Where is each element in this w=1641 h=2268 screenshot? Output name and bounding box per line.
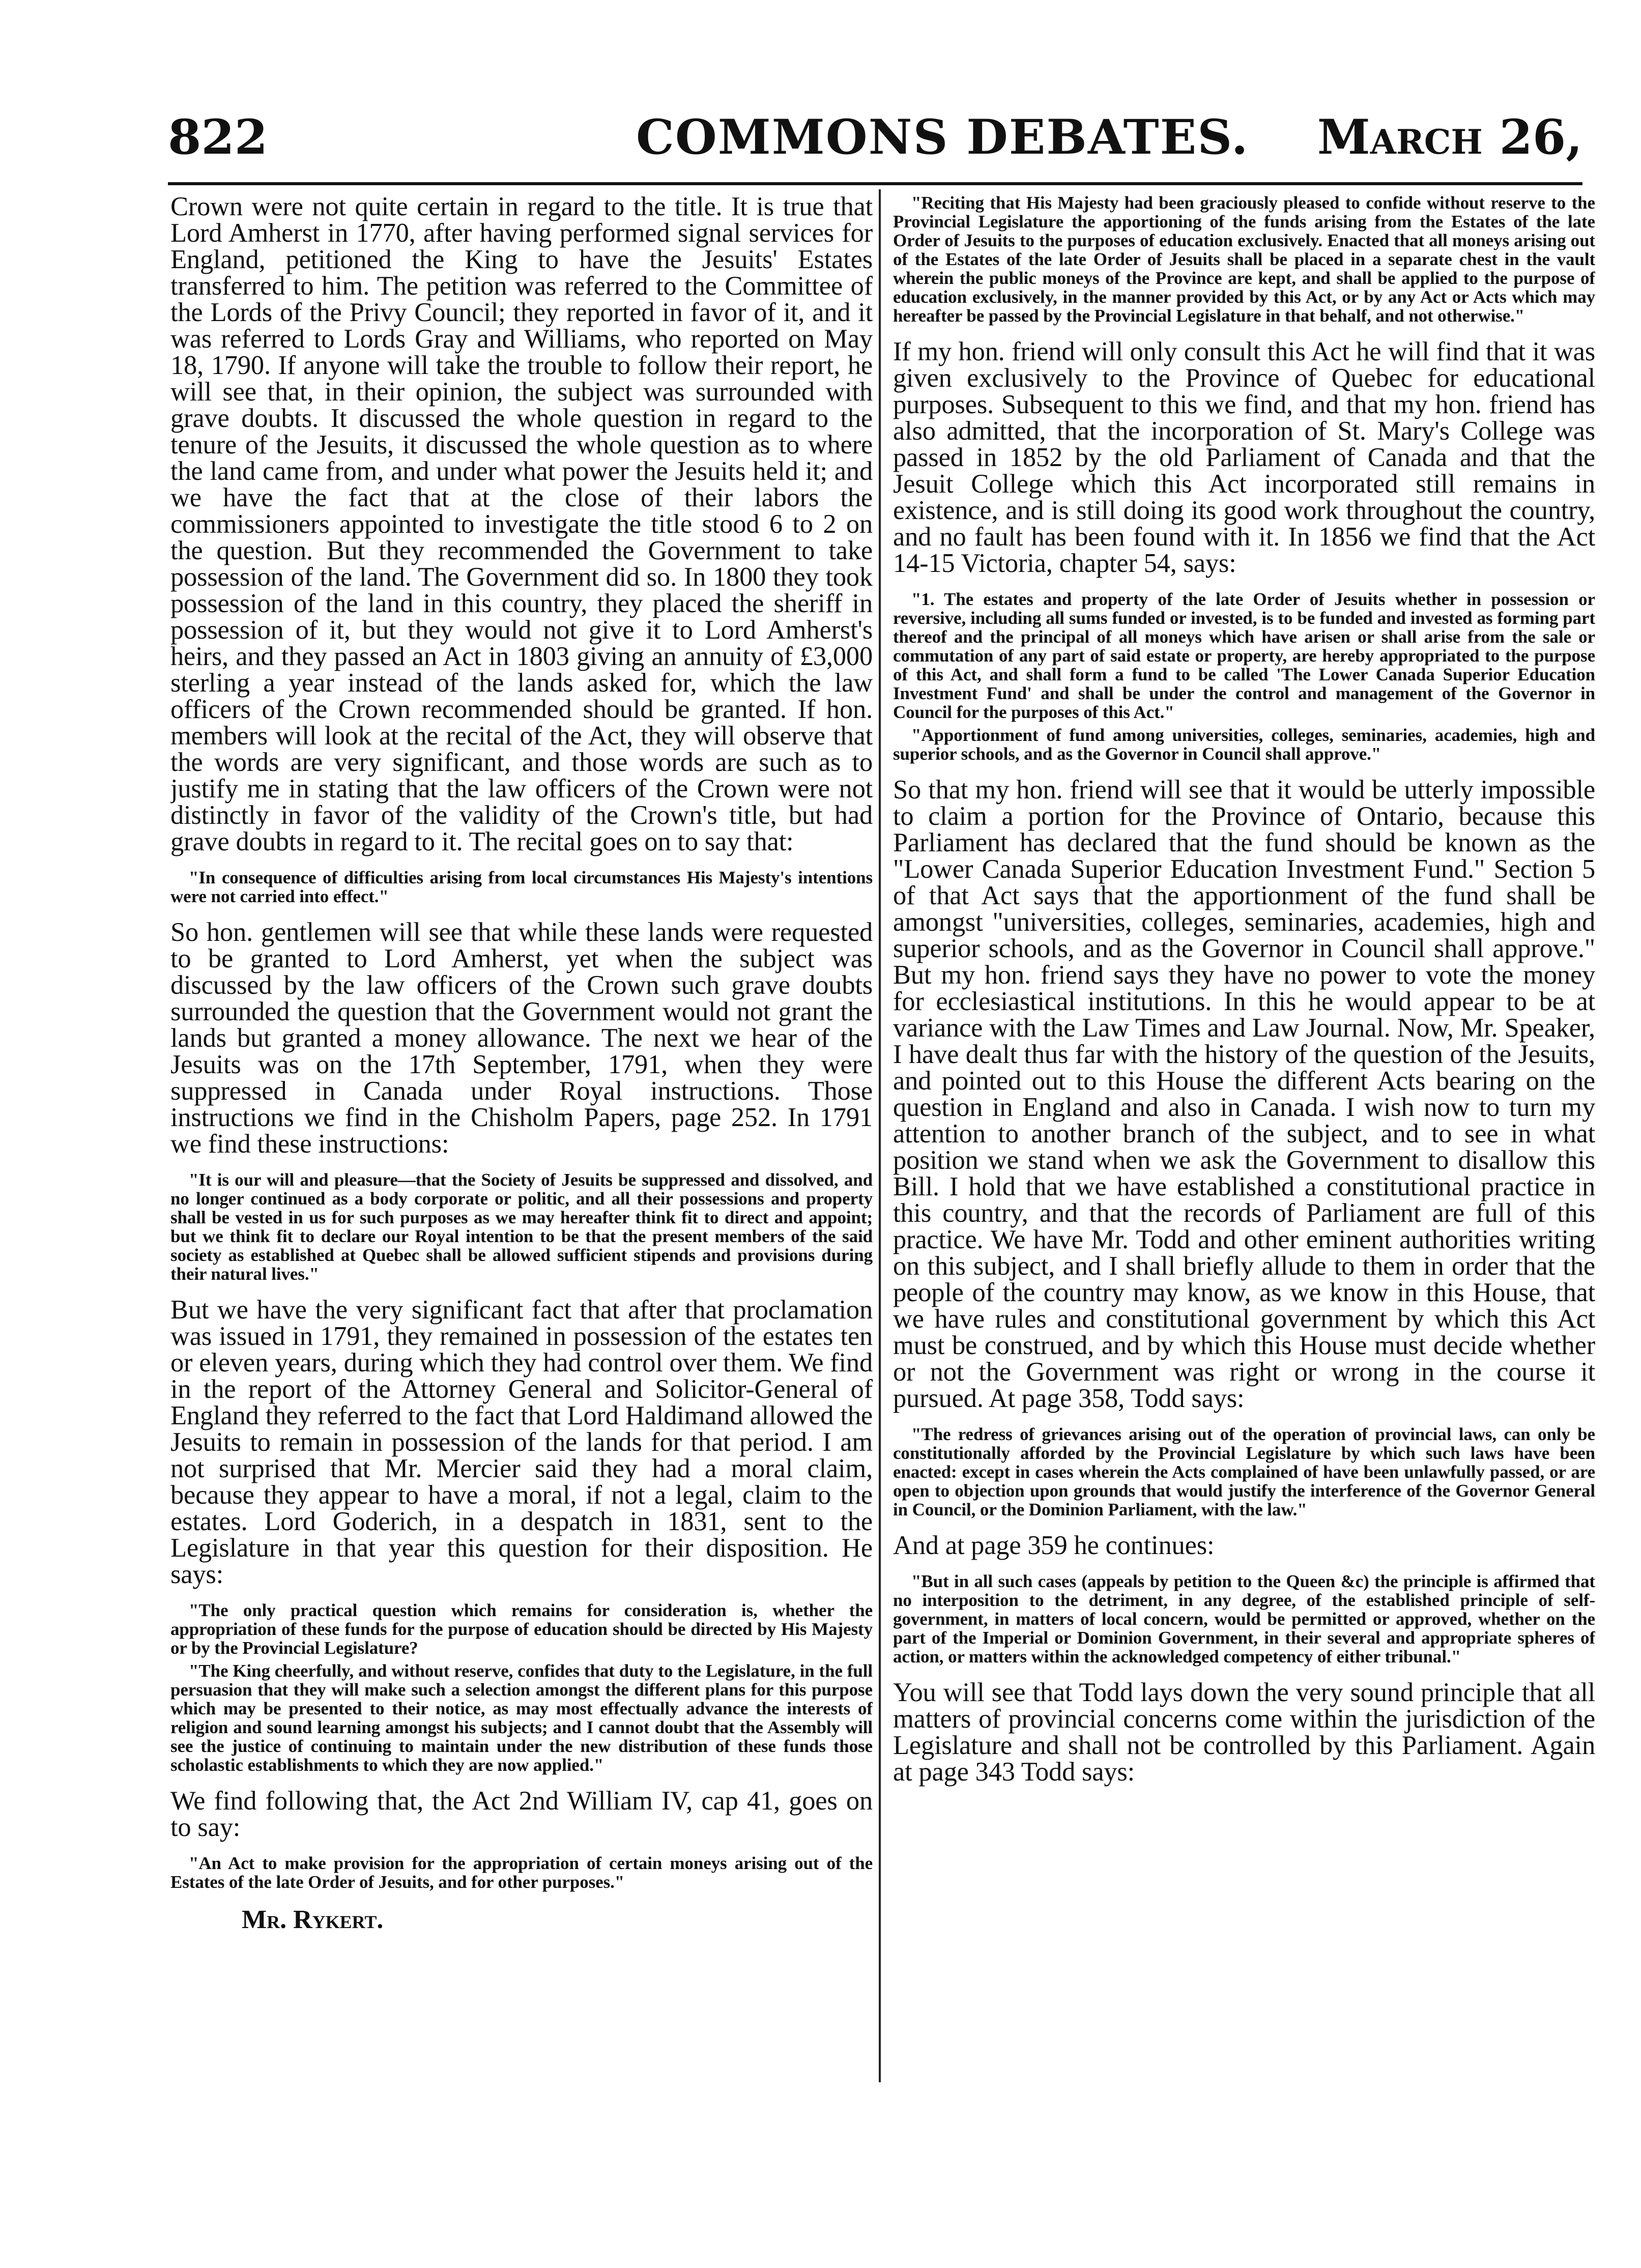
block-quote: "Reciting that His Majesty had been graciously pleased to confide without reserve to the Provincial Legislature the apportioning of the funds arising from the Estates of the late Order of Jesuits to the purposes of education exclusively. Enacted that all moneys arising out of the Estates of the late Order of Jesuits shall be placed in a separate chest in the vault wherein the public moneys of the Province are kept, and shall be applied to the purpose of education exclusively, in the manner provided by this Act, or by any Act or Acts which may hereafter be passed by the Provincial Legislature in that behalf, and not otherwise." [893, 193, 1595, 326]
block-quote: "But in all such cases (appeals by petition to the Queen &c) the principle is affirmed that no interposition to the detriment, in any degree, of the established principle of self-government, in matters of local concern, would be permitted or approved, whether on the part of the Imperial or Dominion Government, in their several and appropriate spheres of action, or matters within the acknowledged competency of either tribunal." [893, 1571, 1595, 1667]
running-title: COMMONS DEBATES. [636, 109, 1249, 165]
block-quote: "It is our will and pleasure—that the Society of Jesuits be suppressed and dissolved, and no longer continued as a body corporate or politic, and all their possessions and property shall be vested in us for such purposes as we may hereafter think fit to direct and appoint; but we think fit to declare our Royal intention to be that the present members of the said society as established at Quebec shall be allowed sufficient stipends and provisions during their natural lives." [170, 1170, 873, 1284]
block-quote: "An Act to make provision for the appropriation of certain moneys arising out of the Estates of the late Order of Jesuits, and for other purposes." [170, 1853, 873, 1892]
left-column [170, 193, 873, 2229]
paragraph: So that my hon. friend will see that it would be utterly impossible to claim a portion for the Province of Ontario, because this Parliament has declared that the fund should be known as the "Lower Canada Superior Education Investment Fund." Section 5 of that Act says that the apportionment of the fund shall be amongst "universities, colleges, seminaries, academies, high and superior schools, and as the Governor in Council shall approve." But my hon. friend says they have no power to vote the money for ecclesiastical institutions. In this he would appear to be at variance with the Law Times and Law Journal. Now, Mr. Speaker, I have dealt thus far with the history of the question of the Jesuits, and pointed out to this House the different Acts bearing on the question in England and also in Canada. I wish now to turn my attention to another branch of the subject, and to see in what position we stand when we ask the Government to disallow this Bill. I hold that we have established a constitutional practice in this country, and that the records of Parliament are full of this practice. We have Mr. Todd and other eminent authorities writing on this subject, and I shall briefly allude to them in order that the people of the country may know, as we know in this House, that we have rules and constitutional government by which this Act must be construed, and by which this House must decide whether or not the Government was right or wrong in the course it pursued. At page 358, Todd says: [893, 775, 1595, 1413]
paragraph: If my hon. friend will only consult this Act he will find that it was given exclusively to the Province of Quebec for educational purposes. Subsequent to this we find, and that my hon. friend has also admitted, that the incorporation of St. Mary's College was passed in 1852 by the old Parliament of Canada and that the Jesuit College which this Act incorporated still remains in existence, and is still doing its good work throughout the country, and no fault has been found with it. In 1856 we find that the Act 14-15 Victoria, chapter 54, says: [893, 337, 1595, 578]
paragraph: But we have the very significant fact that after that proclamation was issued in 1791, they remained in possession of the estates ten or eleven years, during which they had control over them. We find in the report of the Attorney General and Solicitor-General of England they referred to the fact that Lord Haldimand allowed the Jesuits to remain in possession of the lands for that period. I am not surprised that Mr. Mercier said they had a moral claim, because they appear to have a moral, if not a legal, claim to the estates. Lord Goderich, in a despatch in 1831, sent to the Legislature in that year this question for their disposition. He says: [170, 1295, 873, 1589]
block-quote: "The King cheerfully, and without reserve, confides that duty to the Legislature, in the full persuasion that they will make such a selection amongst the different plans for this purpose which may be presented to their notice, as may most effectually advance the interests of religion and sound learning amongst his subjects; and I cannot doubt that the Assembly will see the justice of continuing to maintain under the new distribution of these funds those scholastic establishments to which they are now applied." [170, 1661, 873, 1775]
block-quote: "The only practical question which remains for consideration is, whether the appropriation of these funds for the purpose of education should be directed by His Majesty or by the Provincial Legislature? [170, 1600, 873, 1658]
block-quote: "Apportionment of fund among universities, colleges, seminaries, academies, high and superior schools, and as the Governor in Council shall approve." [893, 725, 1595, 764]
speaker-name: Mr. Rykert. [242, 1905, 384, 1934]
page-header [168, 109, 1582, 170]
block-quote: "The redress of grievances arising out of the operation of provincial laws, can only be constitutionally afforded by the Provincial Legislature by which such laws have been enacted: except in cases wherein the Acts complained of have been unlawfully passed, or are open to objection upon grounds that would justify the interference of the Governor General in Council, or the Dominion Parliament, with the law." [893, 1424, 1595, 1519]
paragraph: And at page 359 he continues: [893, 1531, 1215, 1560]
header-date: March 26, [1317, 109, 1582, 165]
page-number: 822 [168, 109, 268, 165]
paragraph: You will see that Todd lays down the very sound principle that all matters of provincial concerns come within the jurisdiction of the Legislature and shall not be controlled by this Parliament. Again at page 343 Todd says: [893, 1678, 1595, 1787]
block-quote: "1. The estates and property of the late Order of Jesuits whether in possession or reversive, including all sums funded or invested, is to be funded and invested as forming part thereof and the principal of all moneys which have arisen or shall arise from the sale or commutation of any part of said estate or property, are hereby appropriated to the purpose of this Act, and shall form a fund to be called 'The Lower Canada Superior Education Investment Fund' and shall be under the control and management of the Governor in Council for the purposes of this Act." [893, 589, 1595, 722]
block-quote: "In consequence of difficulties arising from local circumstances His Majesty's intentions were not carried into effect." [170, 868, 873, 906]
header-rule [168, 182, 1582, 185]
paragraph: Crown were not quite certain in regard to the title. It is true that Lord Amherst in 1770, after having performed signal services for England, petitioned the King to have the Jesuits' Estates transferred to him. The petition was referred to the Committee of the Lords of the Privy Council; they reported in favor of it, and it was referred to Lords Gray and Williams, who reported on May 18, 1790. If anyone will take the trouble to follow their report, he will see that, in their opinion, the subject was surrounded with grave doubts. It discussed the whole question in regard to the tenure of the Jesuits, it discussed the whole question as to where the land came from, and under what power the Jesuits held it; and we have the fact that at the close of their labors the commissioners appointed to investigate the title stood 6 to 2 on the question. But they recommended the Government to take possession of the land. The Government did so. In 1800 they took possession of the land in this country, they placed the sheriff in possession of it, but they would not give it to Lord Amherst's heirs, and they passed an Act in 1803 giving an annuity of £3,000 sterling a year instead of the lands asked for, which the law officers of the Crown recommended should be granted. If hon. members will look at the recital of the Act, they will observe that the words are very significant, and those words are such as to justify me in stating that the law officers of the Crown were not distinctly in favor of the validity of the Crown's title, but had grave doubts in regard to it. The recital goes on to say that: [170, 193, 873, 856]
column-divider [879, 189, 881, 2082]
right-column [893, 193, 1595, 2137]
paragraph: We find following that, the Act 2nd William IV, cap 41, goes on to say: [170, 1786, 873, 1842]
paragraph: So hon. gentlemen will see that while these lands were requested to be granted to Lord Amherst, yet when the subject was discussed by the law officers of the Crown such grave doubts surrounded the question that the Government would not grant the lands but granted a money allowance. The next we hear of the Jesuits was on the 17th September, 1791, when they were suppressed in Canada under Royal instructions. Those instructions we find in the Chisholm Papers, page 252. In 1791 we find these instructions: [170, 917, 873, 1159]
